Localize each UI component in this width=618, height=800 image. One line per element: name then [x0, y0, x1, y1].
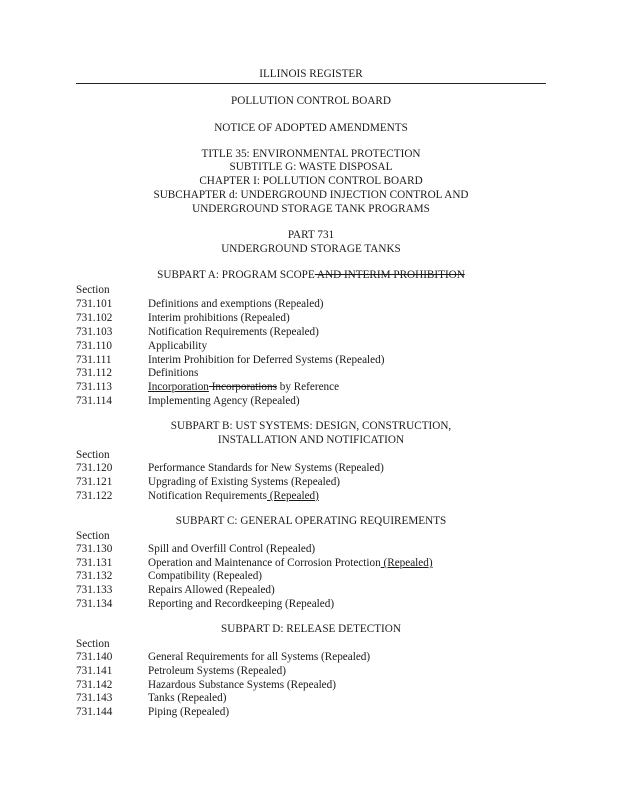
- section-label: Section: [76, 284, 110, 296]
- section-number: 731.131: [76, 557, 113, 569]
- section-number: 731.140: [76, 651, 113, 663]
- section-title: Definitions and exemptions (Repealed): [148, 298, 324, 310]
- notice-title: NOTICE OF ADOPTED AMENDMENTS: [214, 122, 408, 134]
- subpart-a-title-main: SUBPART A: PROGRAM SCOPE: [157, 269, 315, 281]
- section-number: 731.114: [76, 395, 112, 407]
- section-row: [76, 570, 262, 584]
- section-row: [76, 584, 275, 598]
- section-row: [76, 706, 229, 720]
- section-number: 731.134: [76, 598, 113, 610]
- section-row: [76, 326, 319, 340]
- section-row: [76, 340, 207, 354]
- section-row: [76, 692, 226, 706]
- section-title: Definitions: [148, 367, 199, 379]
- section-title: Upgrading of Existing Systems (Repealed): [148, 476, 341, 488]
- agency-name: POLLUTION CONTROL BOARD: [231, 95, 391, 107]
- section-title: Hazardous Substance Systems (Repealed): [148, 679, 336, 691]
- section-row: [76, 557, 433, 571]
- section-title: Tanks (Repealed): [148, 692, 227, 704]
- section-number: 731.143: [76, 692, 113, 704]
- subpart-b-title-cont: INSTALLATION AND NOTIFICATION: [217, 434, 405, 446]
- section-row: [76, 354, 384, 368]
- section-title-rest: by Reference: [276, 381, 340, 393]
- heading-subchapter-cont: UNDERGROUND STORAGE TANK PROGRAMS: [192, 203, 430, 215]
- section-title: [148, 490, 319, 504]
- section-title: Implementing Agency (Repealed): [148, 395, 300, 407]
- section-row: [76, 312, 290, 326]
- section-title: Interim prohibitions (Repealed): [148, 312, 290, 324]
- section-row: [76, 462, 384, 476]
- header-rule: [76, 83, 546, 84]
- section-row: [76, 381, 339, 395]
- part-number: PART 731: [287, 229, 335, 241]
- section-title-text: Operation and Maintenance of Corrosion Protection: [148, 557, 381, 569]
- section-title: Interim Prohibition for Deferred Systems (Repealed): [148, 354, 385, 366]
- section-row: [76, 298, 324, 312]
- inserted-text: (Repealed): [380, 557, 433, 569]
- section-number: 731.121: [76, 476, 113, 488]
- section-number: 731.101: [76, 298, 113, 310]
- section-number: 731.113: [76, 381, 112, 393]
- section-row: [76, 651, 370, 665]
- section-title: [148, 557, 433, 571]
- section-number: 731.142: [76, 679, 113, 691]
- section-number: 731.112: [76, 367, 112, 379]
- subpart-d-title: SUBPART D: RELEASE DETECTION: [221, 623, 401, 635]
- subpart-b-title: SUBPART B: UST SYSTEMS: DESIGN, CONSTRUCTION,: [170, 420, 452, 432]
- section-title: Compatibility (Repealed): [148, 570, 263, 582]
- section-number: 731.133: [76, 584, 113, 596]
- subpart-c-title: SUBPART C: GENERAL OPERATING REQUIREMENTS: [175, 515, 447, 527]
- section-title: Applicability: [148, 340, 208, 352]
- section-row: [76, 490, 319, 504]
- section-title: Reporting and Recordkeeping (Repealed): [148, 598, 335, 610]
- subpart-a-title: [76, 269, 546, 283]
- section-number: 731.130: [76, 543, 113, 555]
- deleted-text: Incorporations: [208, 381, 277, 393]
- section-title: Spill and Overfill Control (Repealed): [148, 543, 316, 555]
- section-label: Section: [76, 449, 110, 461]
- section-number: 731.102: [76, 312, 113, 324]
- section-number: 731.132: [76, 570, 113, 582]
- heading-title: TITLE 35: ENVIRONMENTAL PROTECTION: [201, 148, 421, 160]
- section-number: 731.141: [76, 665, 113, 677]
- section-title-text: Notification Requirements: [148, 490, 267, 502]
- section-row: [76, 395, 300, 409]
- section-title: Performance Standards for New Systems (Repealed): [148, 462, 384, 474]
- heading-subchapter: SUBCHAPTER d: UNDERGROUND INJECTION CONTROL AND: [153, 189, 469, 201]
- section-title: Notification Requirements (Repealed): [148, 326, 319, 338]
- part-name: UNDERGROUND STORAGE TANKS: [221, 243, 401, 255]
- section-row: [76, 476, 340, 490]
- inserted-text: (Repealed): [267, 490, 319, 502]
- section-number: 731.111: [76, 354, 112, 366]
- section-title: Repairs Allowed (Repealed): [148, 584, 275, 596]
- section-row: [76, 679, 336, 693]
- subpart-a-title-struck: AND INTERIM PROHIBITION: [314, 269, 465, 281]
- section-label: Section: [76, 530, 110, 542]
- section-row: [76, 598, 334, 612]
- section-title: [148, 381, 339, 395]
- section-label: Section: [76, 638, 110, 650]
- inserted-text: Incorporation: [148, 381, 209, 393]
- section-number: 731.103: [76, 326, 113, 338]
- section-title: General Requirements for all Systems (Repealed): [148, 651, 371, 663]
- section-title: Piping (Repealed): [148, 706, 230, 718]
- section-number: 731.120: [76, 462, 113, 474]
- section-title: Petroleum Systems (Repealed): [148, 665, 286, 677]
- section-row: [76, 665, 286, 679]
- section-number: 731.144: [76, 706, 113, 718]
- section-row: [76, 367, 198, 381]
- section-row: [76, 543, 315, 557]
- register-title: ILLINOIS REGISTER: [259, 68, 363, 80]
- section-number: 731.110: [76, 340, 112, 352]
- heading-subtitle: SUBTITLE G: WASTE DISPOSAL: [229, 161, 393, 173]
- section-number: 731.122: [76, 490, 113, 502]
- heading-chapter: CHAPTER I: POLLUTION CONTROL BOARD: [199, 175, 423, 187]
- register-header: [76, 68, 546, 84]
